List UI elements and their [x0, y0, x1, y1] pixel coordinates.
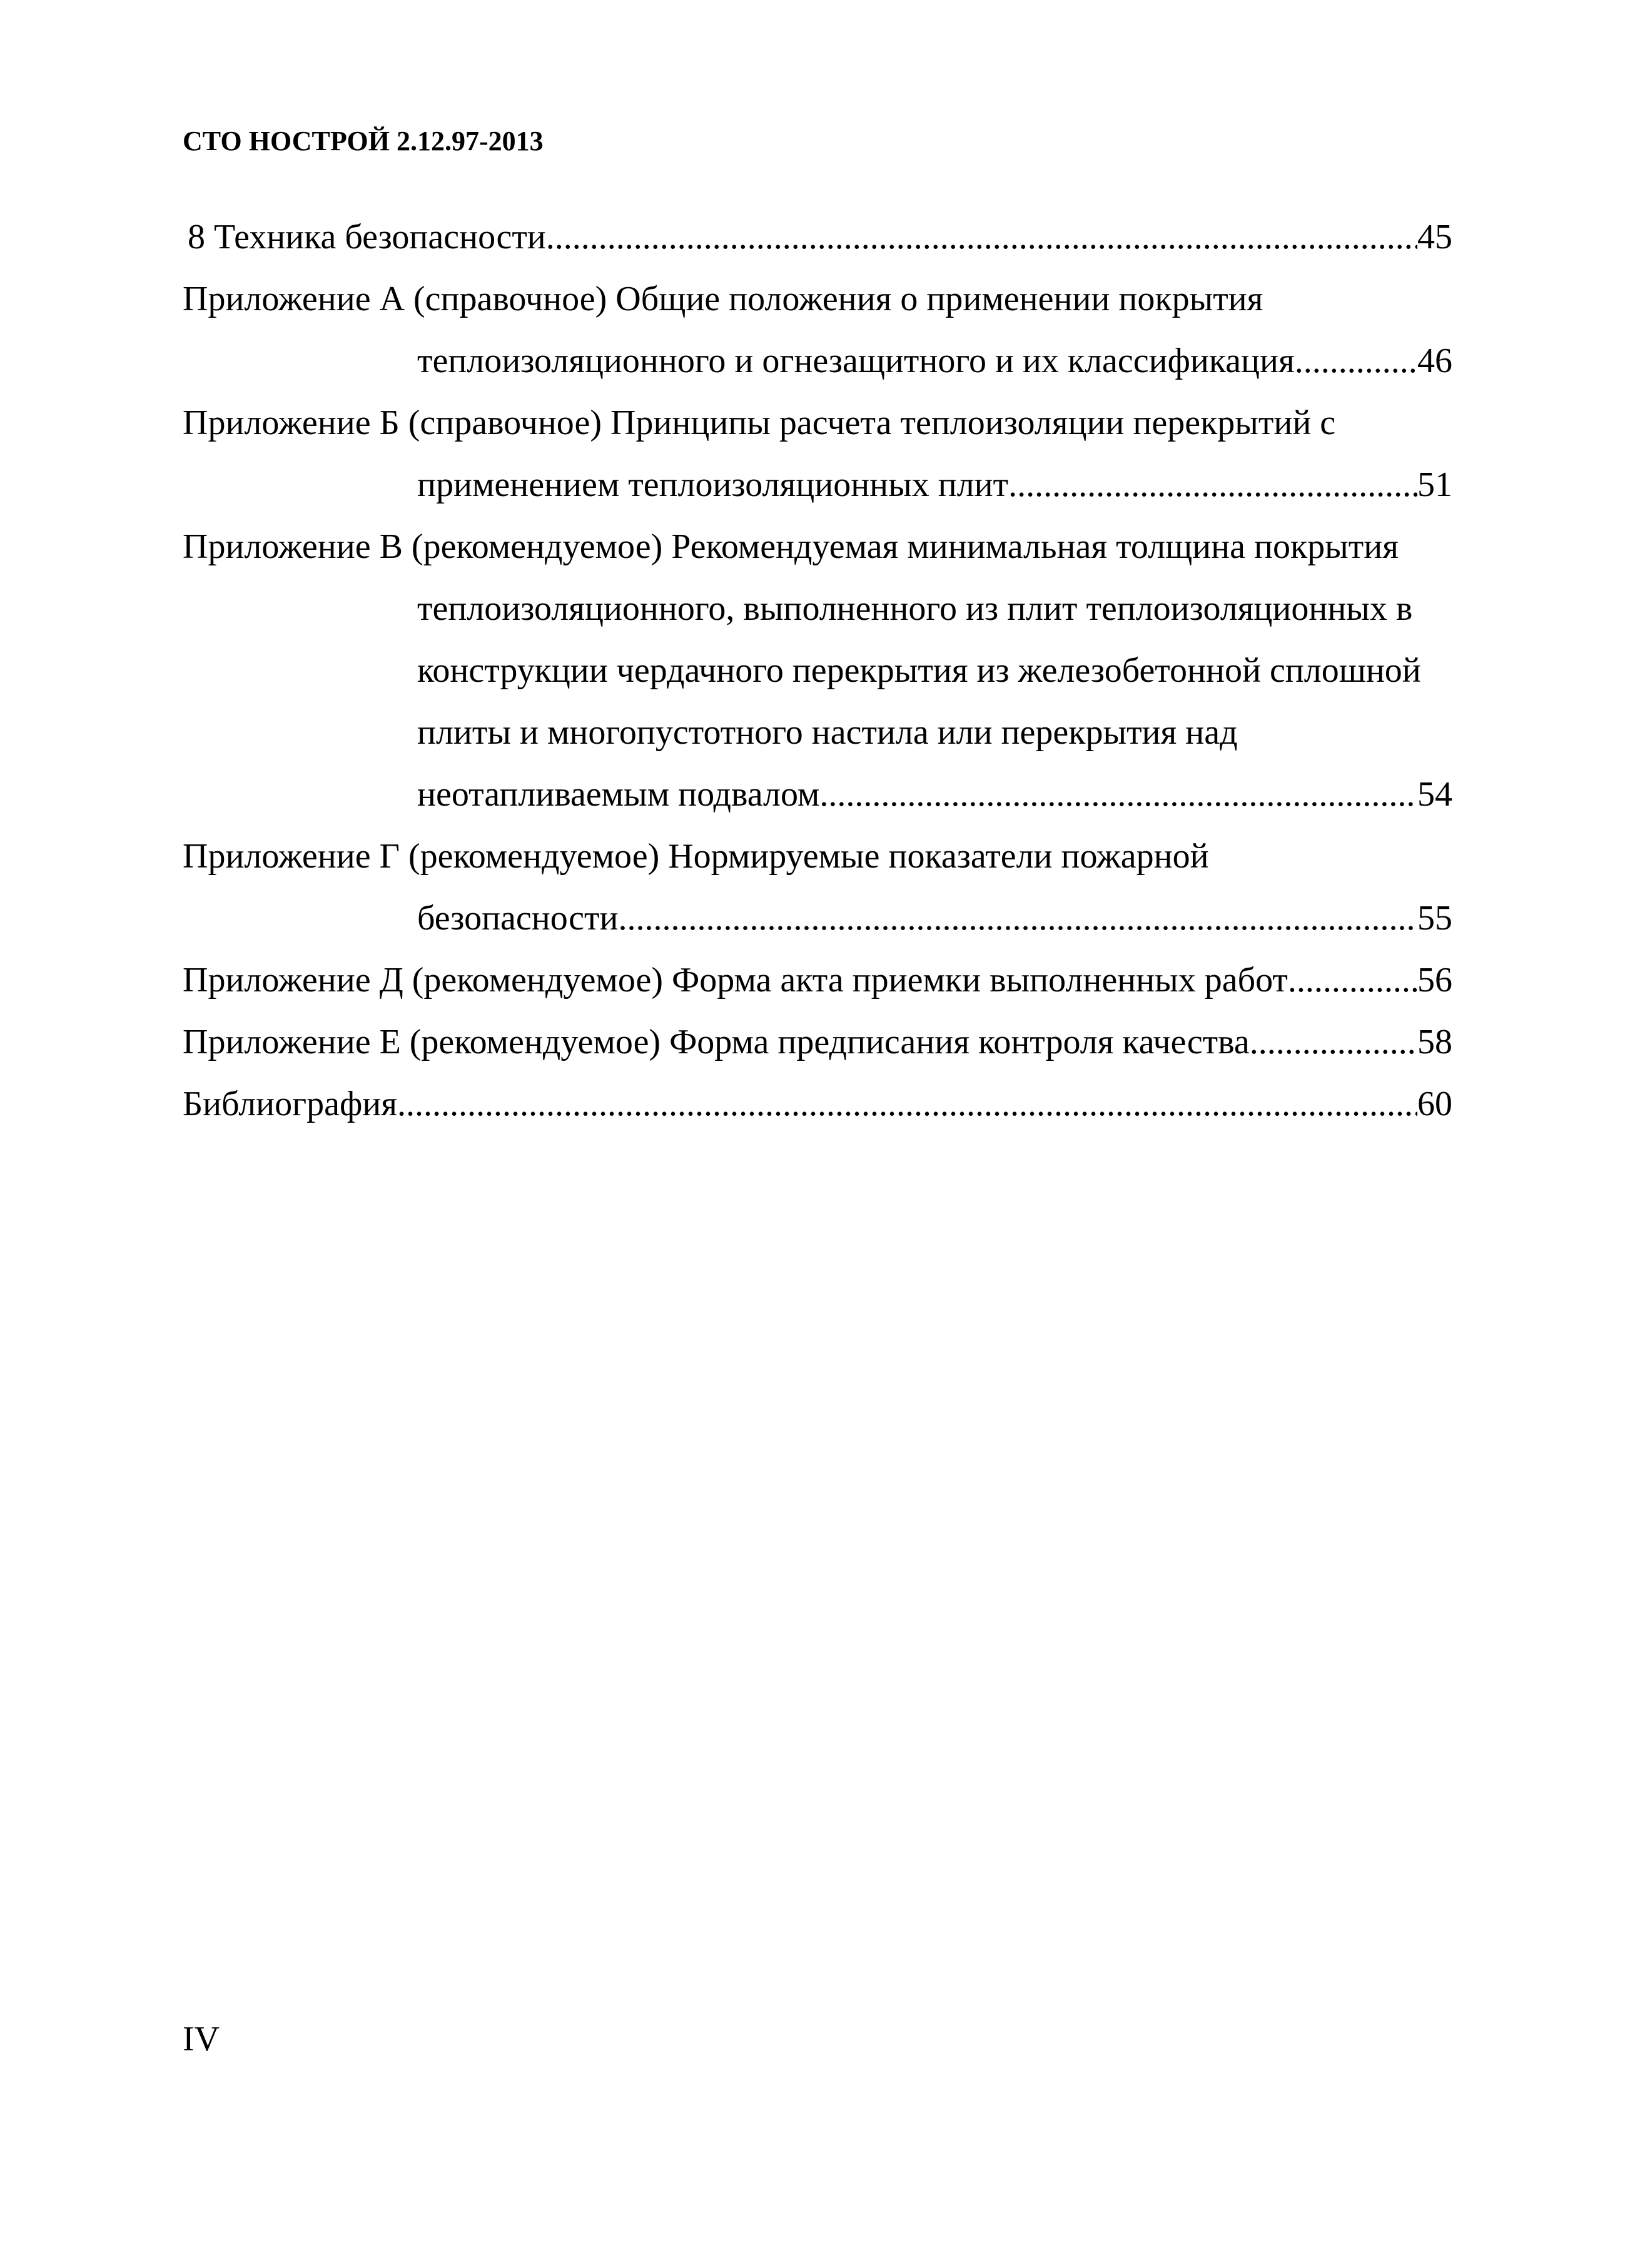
toc-line	[183, 578, 1452, 640]
dot-leader	[1288, 949, 1417, 1011]
toc-entry-title-continued: применением теплоизоляционных плит	[417, 465, 1009, 504]
toc-entry-title-continued: безопасности	[417, 899, 619, 938]
dot-leader	[546, 206, 1417, 268]
toc-entry-safety	[183, 206, 1452, 268]
toc-line	[183, 1073, 1452, 1135]
dot-leader	[618, 888, 1417, 949]
dot-leader	[1008, 454, 1417, 516]
toc-entry-appendix-b	[183, 392, 1452, 516]
toc-line	[183, 392, 1452, 454]
toc-entry-title-continued: теплоизоляционного, выполненного из плит теплоизоляционных в	[417, 589, 1413, 628]
toc-entry-title: Приложение А (справочное) Общие положения о применении покрытия	[183, 280, 1263, 318]
toc-entry-title: Приложение В (рекомендуемое) Рекомендуемая минимальная толщина покрытия	[183, 527, 1399, 566]
toc-page-number: 55	[1417, 899, 1452, 938]
toc-entry-appendix-g	[183, 826, 1452, 949]
page-number-footer: IV	[183, 2020, 220, 2058]
toc-entry-title-continued: конструкции чердачного перекрытия из железобетонной сплошной	[417, 651, 1421, 690]
toc-page-number: 46	[1417, 342, 1452, 380]
toc-entry-title-continued: неотапливаемым подвалом	[417, 775, 820, 814]
toc-entry-title: Библиография	[183, 1085, 397, 1123]
toc-line	[183, 1011, 1452, 1073]
toc-entry-appendix-e	[183, 1011, 1452, 1073]
toc-entry-title-continued: плиты и многопустотного настила или перекрытия над	[417, 713, 1238, 752]
table-of-contents	[183, 206, 1452, 1135]
dot-leader	[819, 764, 1417, 826]
dot-leader	[1250, 1011, 1417, 1073]
toc-line	[183, 640, 1452, 702]
toc-line	[183, 764, 1452, 826]
toc-page-number: 51	[1417, 465, 1452, 504]
dot-leader	[397, 1073, 1417, 1135]
toc-entry-title: Приложение Д (рекомендуемое) Форма акта приемки выполненных работ	[183, 961, 1288, 1000]
toc-entry-title: Приложение Б (справочное) Принципы расчета теплоизоляции перекрытий с	[183, 403, 1336, 442]
toc-entry-title: Приложение Г (рекомендуемое) Нормируемые показатели пожарной	[183, 837, 1209, 876]
dot-leader	[1295, 330, 1417, 392]
toc-entry-appendix-v	[183, 516, 1452, 826]
toc-entry-appendix-d	[183, 949, 1452, 1011]
toc-entry-title: Приложение Е (рекомендуемое) Форма предписания контроля качества	[183, 1023, 1250, 1061]
toc-line	[183, 516, 1452, 578]
toc-page-number: 56	[1417, 961, 1452, 1000]
document-code-header: СТО НОСТРОЙ 2.12.97-2013	[183, 126, 544, 156]
toc-page-number: 45	[1417, 218, 1452, 256]
toc-line	[183, 826, 1452, 888]
toc-entry-bibliography	[183, 1073, 1452, 1135]
toc-line	[183, 268, 1452, 330]
toc-line	[183, 702, 1452, 764]
toc-page-number: 58	[1417, 1023, 1452, 1061]
toc-page-number: 60	[1417, 1085, 1452, 1123]
toc-page-number: 54	[1417, 775, 1452, 814]
toc-line	[183, 206, 1452, 268]
toc-entry-title: 8 Техника безопасности	[188, 218, 546, 256]
toc-entry-title-continued: теплоизоляционного и огнезащитного и их классификация	[417, 342, 1295, 380]
toc-line	[183, 454, 1452, 516]
toc-entry-appendix-a	[183, 268, 1452, 392]
toc-line	[183, 888, 1452, 949]
toc-line	[183, 330, 1452, 392]
toc-line	[183, 949, 1452, 1011]
